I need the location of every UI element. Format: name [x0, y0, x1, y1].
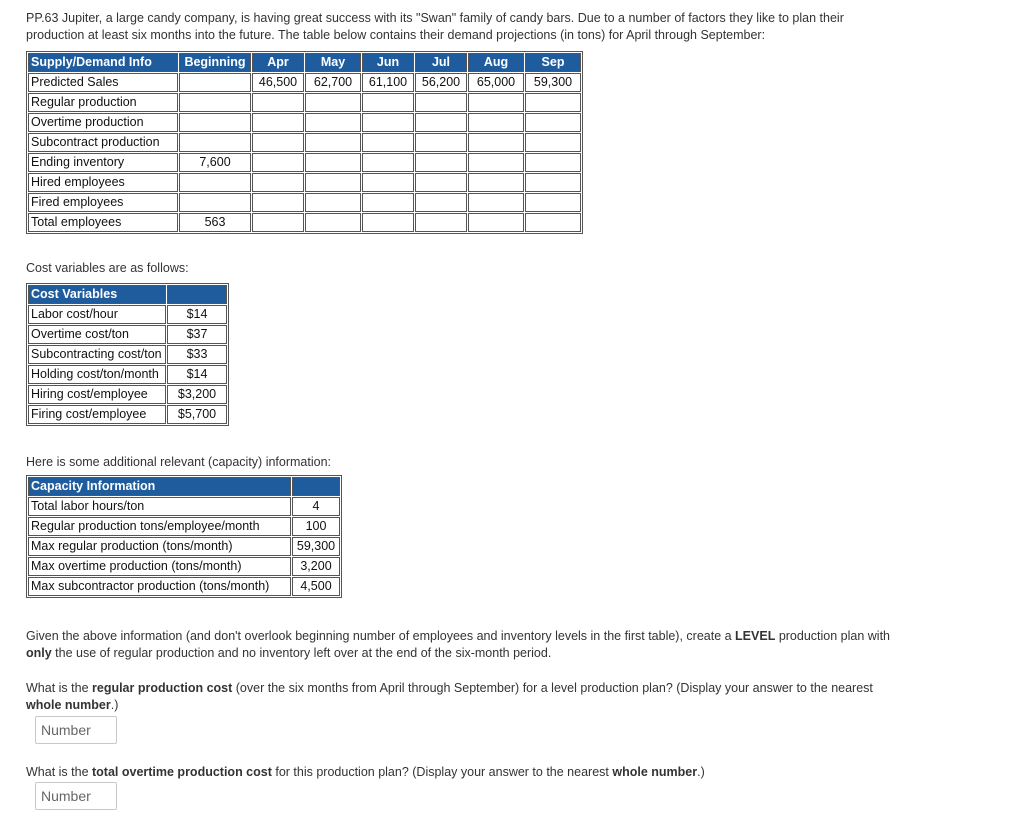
cost-row-label: Labor cost/hour [28, 305, 166, 324]
supply-cell [415, 173, 467, 192]
cost-row [28, 325, 227, 344]
q1-bold-whole-number: whole number [26, 698, 111, 712]
supply-cell [179, 93, 251, 112]
supply-header-label: Supply/Demand Info [28, 53, 178, 72]
supply-cell: 7,600 [179, 153, 251, 172]
supply-cell: 563 [179, 213, 251, 232]
supply-cell [305, 213, 361, 232]
supply-cell [525, 93, 581, 112]
q2-text-3: .) [697, 765, 705, 779]
capacity-row-label: Regular production tons/employee/month [28, 517, 291, 536]
supply-cell [252, 133, 304, 152]
cost-row [28, 385, 227, 404]
supply-row [28, 213, 581, 232]
supply-cell [305, 153, 361, 172]
supply-cell [468, 133, 524, 152]
supply-cell [305, 133, 361, 152]
supply-row-label: Regular production [28, 93, 178, 112]
supply-row [28, 153, 581, 172]
supply-cell [252, 113, 304, 132]
cost-header-row [28, 285, 227, 304]
supply-header-sep: Sep [525, 53, 581, 72]
question-2-text [26, 764, 906, 781]
capacity-row-label: Max subcontractor production (tons/month) [28, 577, 291, 596]
supply-row-label: Total employees [28, 213, 178, 232]
supply-cell [179, 173, 251, 192]
supply-header-apr: Apr [252, 53, 304, 72]
capacity-row [28, 557, 340, 576]
supply-cell: 56,200 [415, 73, 467, 92]
instructions-bold-level: LEVEL [735, 629, 776, 643]
capacity-intro-text: Here is some additional relevant (capacity) information: [26, 455, 331, 469]
capacity-table [26, 475, 342, 598]
supply-cell [362, 193, 414, 212]
supply-cell [415, 93, 467, 112]
q1-bold-regular-production-cost: regular production cost [92, 681, 233, 695]
q2-text-2: for this production plan? (Display your answer to the nearest [271, 765, 613, 779]
supply-row-label: Subcontract production [28, 133, 178, 152]
supply-header-beginning: Beginning [179, 53, 251, 72]
supply-cell [415, 133, 467, 152]
supply-header-row [28, 53, 581, 72]
supply-cell [252, 93, 304, 112]
cost-row [28, 405, 227, 424]
supply-row [28, 93, 581, 112]
supply-row-label: Overtime production [28, 113, 178, 132]
q1-text-3: .) [110, 698, 119, 712]
q2-bold-whole-number: whole number [612, 765, 698, 779]
supply-row-label: Hired employees [28, 173, 178, 192]
cost-intro-text: Cost variables are as follows: [26, 261, 189, 275]
q2-answer-input[interactable] [35, 782, 117, 810]
supply-header-may: May [305, 53, 361, 72]
supply-cell [362, 173, 414, 192]
cost-header-blank [167, 285, 227, 304]
cost-row-label: Hiring cost/employee [28, 385, 166, 404]
supply-header-aug: Aug [468, 53, 524, 72]
supply-cell: 62,700 [305, 73, 361, 92]
intro-paragraph [26, 10, 1006, 44]
cost-row [28, 365, 227, 384]
supply-cell [362, 153, 414, 172]
capacity-row-value: 4 [292, 497, 340, 516]
supply-cell: 59,300 [525, 73, 581, 92]
cost-row-value: $14 [167, 305, 227, 324]
q1-text-2: (over the six months from April through September) for a level production plan? (Display your answer to the nearest [232, 681, 873, 695]
supply-cell [468, 173, 524, 192]
q1-text-1: What is the [26, 681, 92, 695]
cost-row-value: $37 [167, 325, 227, 344]
supply-cell [252, 173, 304, 192]
supply-cell: 46,500 [252, 73, 304, 92]
cost-row-value: $5,700 [167, 405, 227, 424]
supply-header-jun: Jun [362, 53, 414, 72]
supply-demand-table [26, 51, 583, 234]
supply-cell [525, 153, 581, 172]
q2-text-1: What is the [26, 765, 92, 779]
supply-cell [179, 193, 251, 212]
supply-row [28, 113, 581, 132]
capacity-row-label: Max overtime production (tons/month) [28, 557, 291, 576]
cost-row-label: Overtime cost/ton [28, 325, 166, 344]
supply-cell [525, 173, 581, 192]
supply-cell [415, 213, 467, 232]
cost-row [28, 305, 227, 324]
supply-cell [525, 113, 581, 132]
supply-cell [305, 93, 361, 112]
capacity-row [28, 497, 340, 516]
supply-cell [468, 213, 524, 232]
capacity-row-value: 59,300 [292, 537, 340, 556]
q1-answer-input[interactable] [35, 716, 117, 744]
cost-row-value: $33 [167, 345, 227, 364]
supply-cell [305, 193, 361, 212]
intro-line-2: production at least six months into the future. The table below contains their demand projections (in tons) for April through September: [26, 28, 766, 42]
q2-bold-total-overtime-cost: total overtime production cost [92, 765, 272, 779]
supply-row-label: Ending inventory [28, 153, 178, 172]
supply-row-label: Predicted Sales [28, 73, 178, 92]
supply-row [28, 133, 581, 152]
cost-row-value: $3,200 [167, 385, 227, 404]
supply-cell [362, 133, 414, 152]
supply-header-jul: Jul [415, 53, 467, 72]
capacity-row-value: 100 [292, 517, 340, 536]
cost-row-label: Subcontracting cost/ton [28, 345, 166, 364]
capacity-row-label: Max regular production (tons/month) [28, 537, 291, 556]
supply-row [28, 193, 581, 212]
instructions-text-3: the use of regular production and no inventory left over at the end of the six-month period. [51, 646, 552, 660]
supply-cell [252, 193, 304, 212]
intro-line-1: PP.63 Jupiter, a large candy company, is having great success with its "Swan" family of candy bars. Due to a number of factors they like to plan their [26, 11, 844, 25]
supply-cell [468, 113, 524, 132]
supply-cell: 61,100 [362, 73, 414, 92]
capacity-header-row [28, 477, 340, 496]
supply-cell [179, 113, 251, 132]
capacity-row [28, 517, 340, 536]
capacity-row-label: Total labor hours/ton [28, 497, 291, 516]
supply-cell [179, 73, 251, 92]
supply-cell [362, 213, 414, 232]
capacity-row [28, 577, 340, 596]
cost-row-label: Firing cost/employee [28, 405, 166, 424]
supply-cell [305, 173, 361, 192]
capacity-header-blank [292, 477, 340, 496]
instructions-paragraph [26, 628, 906, 662]
capacity-row-value: 3,200 [292, 557, 340, 576]
instructions-text-2: production plan with [775, 629, 890, 643]
supply-cell [525, 193, 581, 212]
supply-cell [415, 113, 467, 132]
supply-row [28, 173, 581, 192]
cost-row-value: $14 [167, 365, 227, 384]
supply-cell [362, 113, 414, 132]
question-1-text [26, 680, 906, 714]
capacity-row [28, 537, 340, 556]
capacity-row-value: 4,500 [292, 577, 340, 596]
supply-cell [362, 93, 414, 112]
supply-cell [468, 153, 524, 172]
supply-cell [468, 193, 524, 212]
supply-cell [468, 93, 524, 112]
supply-cell [525, 133, 581, 152]
supply-cell [415, 193, 467, 212]
supply-cell [252, 213, 304, 232]
cost-header-label: Cost Variables [28, 285, 166, 304]
supply-cell [525, 213, 581, 232]
supply-cell [252, 153, 304, 172]
supply-cell [415, 153, 467, 172]
cost-variables-table [26, 283, 229, 426]
supply-cell [179, 133, 251, 152]
instructions-bold-only: only [26, 646, 52, 660]
instructions-text-1: Given the above information (and don't overlook beginning number of employees and inventory levels in the first table), create a [26, 629, 736, 643]
cost-row-label: Holding cost/ton/month [28, 365, 166, 384]
cost-row [28, 345, 227, 364]
supply-cell: 65,000 [468, 73, 524, 92]
supply-row-label: Fired employees [28, 193, 178, 212]
supply-cell [305, 113, 361, 132]
capacity-header-label: Capacity Information [28, 477, 291, 496]
supply-row [28, 73, 581, 92]
